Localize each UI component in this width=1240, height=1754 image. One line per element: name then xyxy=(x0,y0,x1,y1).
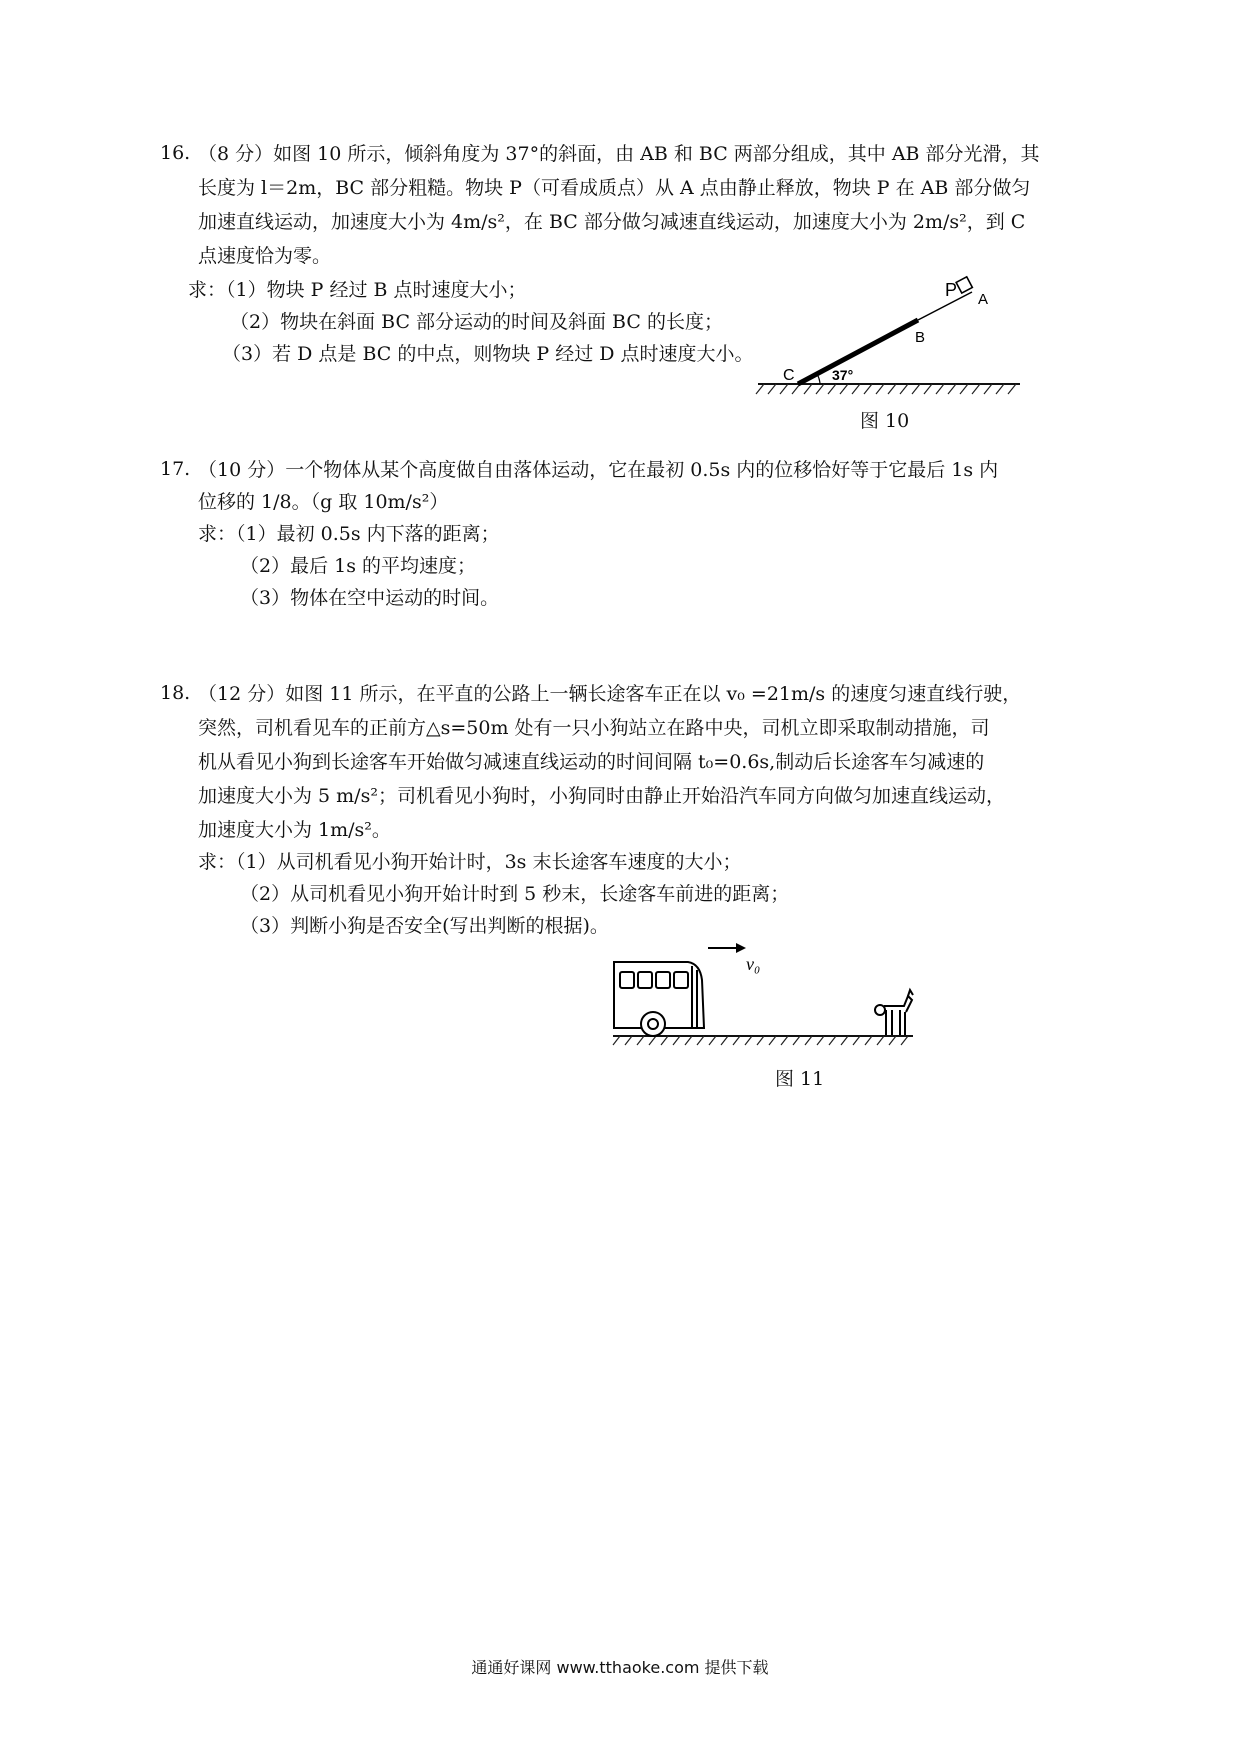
label-v0: v₀ xyxy=(746,954,761,974)
q18-line-3: 机从看见小狗到长途客车开始做匀减速直线运动的时间间隔 t₀=0.6s,制动后长途客车匀减速的 xyxy=(198,751,985,773)
q17-line-1: （10 分）一个物体从某个高度做自由落体运动，它在最初 0.5s 内的位移恰好等于它最后 1s 内 xyxy=(198,459,999,481)
q18-line-2: 突然，司机看见车的正前方△s=50m 处有一只小狗站立在路中央，司机立即采取制动措施，司 xyxy=(198,717,990,739)
q16-line-2: 长度为 l＝2m，BC 部分粗糙。物块 P（可看成质点）从 A 点由静止释放，物块 P 在 AB 部分做匀 xyxy=(198,177,1031,199)
label-p: P xyxy=(945,280,958,300)
ground-hatching xyxy=(756,384,1016,394)
q17-item-3: （3）物体在空中运动的时间。 xyxy=(240,587,500,609)
q16-line-4: 点速度恰为零。 xyxy=(198,245,332,267)
q18-item-3: （3）判断小狗是否安全(写出判断的根据)。 xyxy=(240,915,609,937)
figure-11-caption: 图 11 xyxy=(775,1068,825,1090)
q18-item-2: （2）从司机看见小狗开始计时到 5 秒末，长途客车前进的距离； xyxy=(240,883,790,905)
road-hatching xyxy=(613,1036,908,1045)
figure-10-caption: 图 10 xyxy=(860,410,910,432)
q16-number: 16. xyxy=(160,142,191,164)
bus-dog-figure xyxy=(608,940,918,1050)
q18-line-1: （12 分）如图 11 所示，在平直的公路上一辆长途客车正在以 v₀ =21m/s 的速度匀速直线行驶， xyxy=(198,683,1022,705)
q16-item-2: （2）物块在斜面 BC 部分运动的时间及斜面 BC 的长度； xyxy=(230,311,723,333)
block-p xyxy=(956,277,972,293)
label-a: A xyxy=(978,291,989,308)
q17-item-2: （2）最后 1s 的平均速度； xyxy=(240,555,477,577)
q17-number: 17. xyxy=(160,458,191,480)
q16-ask: 求：（1）物块 P 经过 B 点时速度大小； xyxy=(188,279,527,301)
q18-line-5: 加速度大小为 1m/s²。 xyxy=(198,819,391,841)
dog-icon xyxy=(875,990,913,1035)
q16-line-1: （8 分）如图 10 所示，倾斜角度为 37°的斜面，由 AB 和 BC 两部分组成，其中 AB 部分光滑，其 xyxy=(198,143,1040,165)
q16-line-3: 加速直线运动，加速度大小为 4m/s²，在 BC 部分做匀减速直线运动，加速度大小为 2m/s²，到 C xyxy=(198,211,1026,233)
label-c: C xyxy=(783,367,795,384)
incline-figure xyxy=(750,270,1030,410)
label-b: B xyxy=(915,329,926,346)
velocity-arrow xyxy=(708,943,746,953)
q17-ask: 求：（1）最初 0.5s 内下落的距离； xyxy=(198,523,500,545)
q18-number: 18. xyxy=(160,682,191,704)
q17-line-2: 位移的 1/8。（g 取 10m/s²） xyxy=(198,491,449,513)
q18-line-4: 加速度大小为 5 m/s²；司机看见小狗时，小狗同时由静止开始沿汽车同方向做匀加速直线运动， xyxy=(198,785,1005,807)
label-angle: 37° xyxy=(832,367,854,383)
q16-item-3: （3）若 D 点是 BC 的中点，则物块 P 经过 D 点时速度大小。 xyxy=(222,343,754,365)
q18-ask: 求：（1）从司机看见小狗开始计时，3s 末长途客车速度的大小； xyxy=(198,851,742,873)
footer: 通通好课网 www.tthaoke.com 提供下载 xyxy=(471,1658,769,1677)
incline-bc xyxy=(798,320,918,384)
bus-icon xyxy=(614,962,704,1036)
